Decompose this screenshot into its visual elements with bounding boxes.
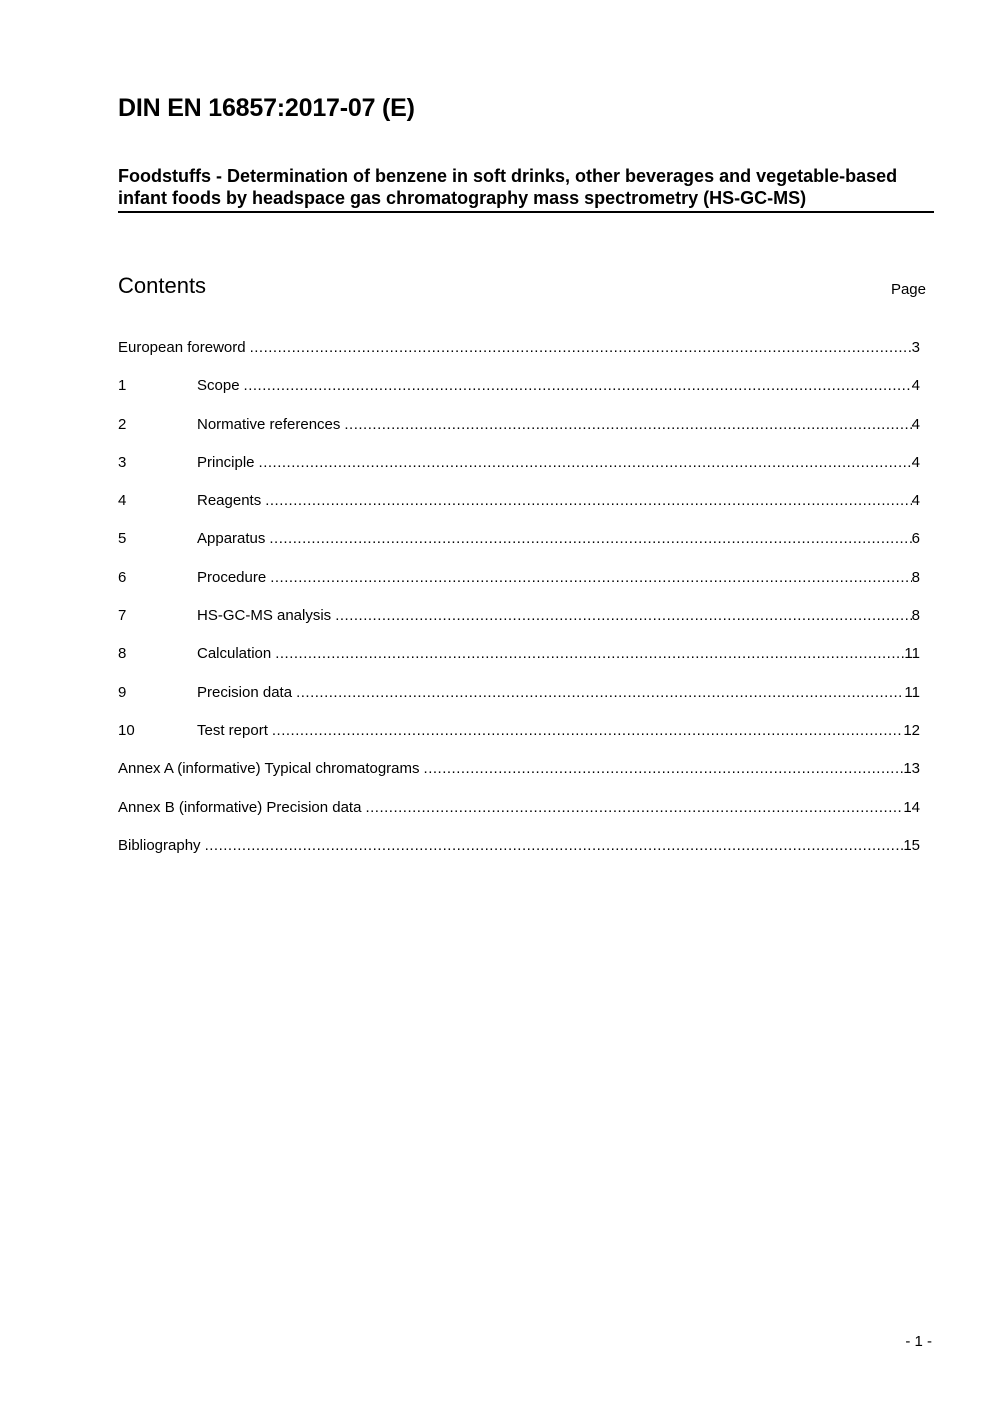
toc-entry-hs-gc-ms-analysis[interactable]	[118, 607, 920, 645]
toc-entry-precision-data[interactable]	[118, 684, 920, 722]
toc-entry-page: 13	[903, 760, 920, 778]
toc-entry-page: 14	[903, 798, 920, 816]
toc-entry-page: 15	[903, 836, 920, 854]
toc-entry-number: 8	[118, 645, 127, 663]
toc-leader-dots	[269, 530, 911, 548]
toc-entry-procedure[interactable]	[118, 569, 920, 607]
toc-leader-dots	[250, 339, 912, 357]
toc-entry-reagents[interactable]	[118, 492, 920, 530]
toc-entry-number: 3	[118, 453, 127, 471]
toc-entry-page: 4	[911, 377, 920, 395]
toc-entry-number: 1	[118, 377, 127, 395]
toc-entry-page: 4	[911, 453, 920, 471]
toc-entry-label: Principle	[197, 453, 255, 471]
toc-entry-label: HS-GC-MS analysis	[197, 607, 332, 625]
document-title: Foodstuffs - Determination of benzene in soft drinks, other beverages and vegetable-based infant foods by headspace gas chromatography mass spectrometry (HS-GC-MS)	[118, 165, 934, 213]
toc-entry-page: 11	[904, 645, 920, 663]
toc-leader-dots	[275, 645, 904, 663]
table-of-contents	[118, 339, 920, 875]
toc-entry-calculation[interactable]	[118, 645, 920, 683]
toc-entry-page: 4	[911, 415, 920, 433]
contents-heading: Contents	[118, 273, 207, 298]
toc-entry-number: 7	[118, 607, 127, 625]
toc-leader-dots	[365, 799, 903, 817]
toc-entry-normative-references[interactable]	[118, 416, 920, 454]
toc-entry-label: Scope	[197, 377, 240, 395]
toc-leader-dots	[296, 684, 904, 702]
toc-entry-apparatus[interactable]	[118, 530, 920, 568]
toc-entry-page: 3	[911, 339, 920, 356]
toc-entry-label: Bibliography	[118, 836, 201, 854]
page-column-heading: Page	[890, 281, 926, 298]
toc-entry-label: European foreword	[118, 339, 246, 356]
toc-leader-dots	[272, 722, 903, 740]
toc-entry-number: 6	[118, 568, 127, 586]
toc-entry-european-foreword[interactable]	[118, 339, 920, 377]
toc-entry-annex-a[interactable]	[118, 760, 920, 798]
toc-leader-dots	[335, 607, 911, 625]
toc-entry-number: 4	[118, 492, 127, 510]
toc-leader-dots	[265, 492, 911, 510]
toc-entry-label: Precision data	[197, 683, 293, 701]
toc-entry-annex-b[interactable]	[118, 799, 920, 837]
toc-leader-dots	[205, 837, 904, 855]
toc-entry-page: 8	[911, 568, 920, 586]
toc-entry-page: 4	[911, 492, 920, 510]
toc-entry-label: Reagents	[197, 492, 262, 510]
toc-leader-dots	[244, 377, 912, 395]
toc-entry-number: 5	[118, 530, 127, 548]
toc-entry-page: 11	[904, 683, 920, 701]
toc-entry-page: 6	[911, 530, 920, 548]
toc-entry-label: Test report	[197, 721, 268, 739]
toc-leader-dots	[270, 569, 911, 587]
toc-entry-label: Normative references	[197, 415, 341, 433]
toc-entry-number: 2	[118, 415, 127, 433]
toc-entry-page: 8	[911, 607, 920, 625]
toc-entry-page: 12	[903, 721, 920, 739]
toc-leader-dots	[259, 454, 912, 472]
toc-entry-number: 10	[118, 721, 135, 739]
toc-entry-number: 9	[118, 683, 127, 701]
toc-entry-label: Annex B (informative) Precision data	[118, 798, 362, 816]
toc-entry-scope[interactable]	[118, 377, 920, 415]
page-number: - 1 -	[905, 1333, 932, 1350]
toc-entry-bibliography[interactable]	[118, 837, 920, 875]
toc-leader-dots	[424, 760, 904, 778]
toc-leader-dots	[344, 416, 911, 434]
toc-entry-label: Annex A (informative) Typical chromatograms	[118, 760, 420, 778]
toc-entry-label: Apparatus	[197, 530, 266, 548]
toc-entry-label: Calculation	[197, 645, 272, 663]
toc-entry-principle[interactable]	[118, 454, 920, 492]
toc-entry-test-report[interactable]	[118, 722, 920, 760]
toc-entry-label: Procedure	[197, 568, 267, 586]
document-id: DIN EN 16857:2017-07 (E)	[118, 94, 415, 122]
